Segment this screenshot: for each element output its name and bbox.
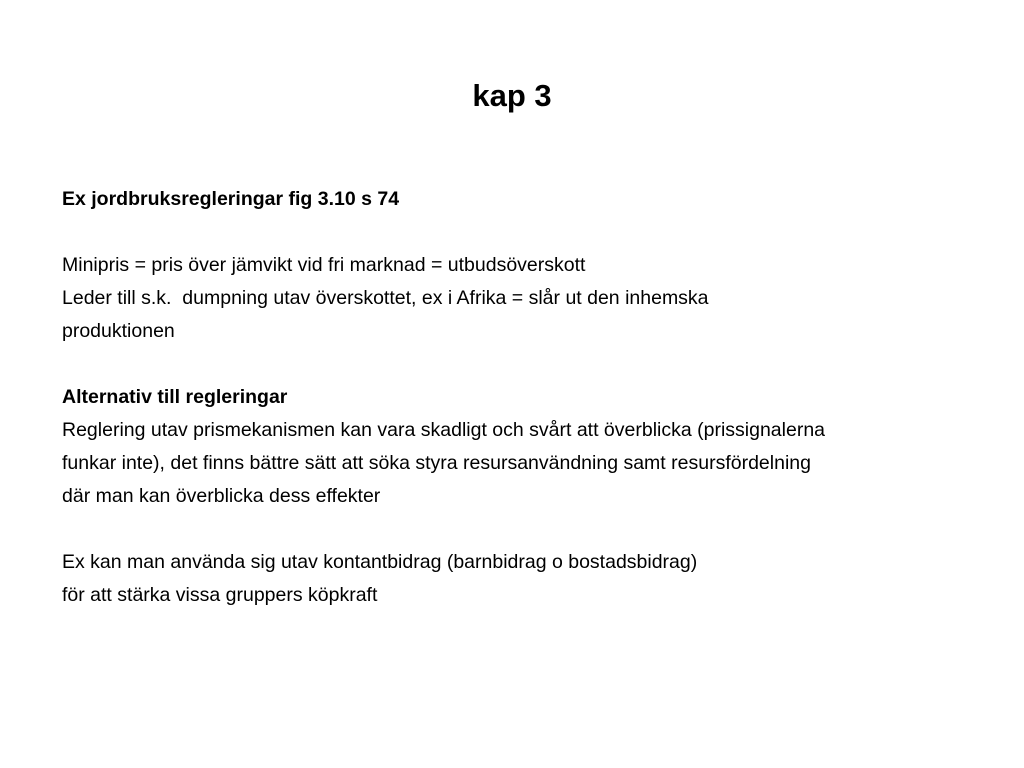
text-line: Reglering utav prismekanismen kan vara skadligt och svårt att överblicka (prissignalerna (62, 419, 826, 441)
text-line: Minipris = pris över jämvikt vid fri marknad = utbudsöverskott (62, 254, 586, 276)
spacer (62, 513, 992, 546)
spacer (62, 348, 992, 381)
text-line: produktionen (62, 320, 175, 342)
heading-jordbruksregleringar: Ex jordbruksregleringar fig 3.10 s 74 (62, 188, 400, 210)
text-line: där man kan överblicka dess effekter (62, 485, 381, 507)
text-line: Leder till s.k. dumpning utav överskottet, ex i Afrika = slår ut den inhemska (62, 287, 709, 309)
heading-alternativ: Alternativ till regleringar (62, 386, 288, 408)
text-line: funkar inte), det finns bättre sätt att söka styra resursanvändning samt resursfördelning (62, 452, 811, 474)
text-line: för att stärka vissa gruppers köpkraft (62, 584, 378, 606)
spacer (62, 216, 992, 249)
slide-title: kap 3 (472, 78, 552, 113)
text-line: Ex kan man använda sig utav kontantbidrag (barnbidrag o bostadsbidrag) (62, 551, 698, 573)
slide-body (62, 183, 992, 612)
